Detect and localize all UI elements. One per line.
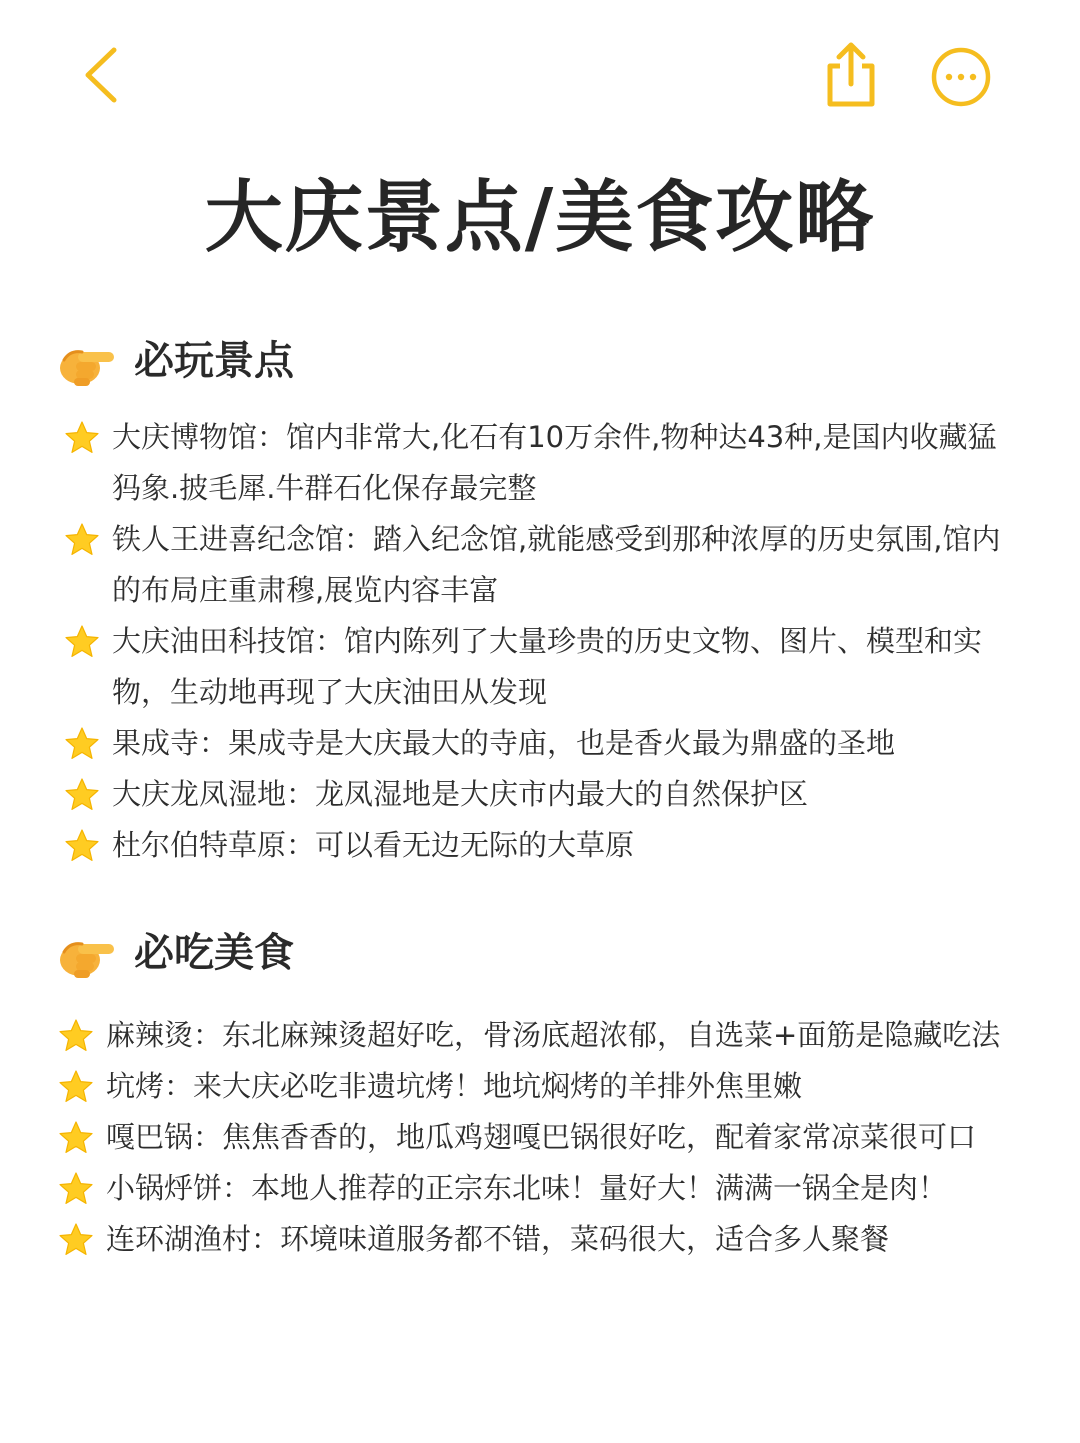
food-list	[54, 1010, 1014, 1265]
item-text: 连环湖渔村：环境味道服务都不错，菜码很大，适合多人聚餐	[106, 1222, 890, 1256]
list-item	[60, 769, 1020, 820]
section-header	[56, 332, 956, 402]
attraction-list	[60, 412, 1020, 871]
item-text: 大庆博物馆：馆内非常大,化石有10万余件,物种达43种,是国内收藏猛犸象.披毛犀.牛群石化保存最完整	[112, 420, 997, 505]
star-icon	[58, 1171, 94, 1207]
star-icon	[58, 1069, 94, 1105]
item-text: 麻辣烫：东北麻辣烫超好吃，骨汤底超浓郁，自选菜+面筋是隐藏吃法	[106, 1018, 1001, 1052]
section-title: 必玩景点	[134, 338, 294, 384]
list-item	[54, 1214, 1014, 1265]
star-icon	[58, 1120, 94, 1156]
star-icon	[64, 522, 100, 558]
item-text: 大庆油田科技馆：馆内陈列了大量珍贵的历史文物、图片、模型和实物，生动地再现了大庆油田从发现	[112, 624, 983, 709]
list-item	[54, 1010, 1014, 1061]
chevron-left-icon[interactable]	[70, 42, 130, 108]
item-text: 铁人王进喜纪念馆：踏入纪念馆,就能感受到那种浓厚的历史氛围,馆内的布局庄重肃穆,展览内容丰富	[112, 522, 1001, 607]
star-icon	[58, 1222, 94, 1258]
item-text: 果成寺：果成寺是大庆最大的寺庙，也是香火最为鼎盛的圣地	[112, 726, 896, 760]
list-item	[60, 820, 1020, 871]
star-icon	[64, 828, 100, 864]
list-item	[60, 616, 1020, 718]
section-title: 必吃美食	[134, 930, 294, 976]
list-item	[60, 514, 1020, 616]
section-header	[56, 924, 956, 994]
star-icon	[64, 777, 100, 813]
item-text: 嘎巴锅：焦焦香香的，地瓜鸡翅嘎巴锅很好吃，配着家常凉菜很可口	[106, 1120, 977, 1154]
item-text: 杜尔伯特草原：可以看无边无际的大草原	[112, 828, 635, 862]
page-title: 大庆景点/美食攻略	[204, 173, 876, 263]
star-icon	[58, 1018, 94, 1054]
pointing-hand-icon	[56, 332, 118, 394]
item-text: 大庆龙凤湿地：龙凤湿地是大庆市内最大的自然保护区	[112, 777, 809, 811]
star-icon	[64, 624, 100, 660]
item-text: 小锅烀饼：本地人推荐的正宗东北味！量好大！满满一锅全是肉！	[106, 1171, 948, 1205]
list-item	[54, 1163, 1014, 1214]
more-icon[interactable]	[930, 46, 992, 108]
list-item	[60, 412, 1020, 514]
item-text: 坑烤：来大庆必吃非遗坑烤！地坑焖烤的羊排外焦里嫩	[106, 1069, 803, 1103]
pointing-hand-icon	[56, 924, 118, 986]
share-icon[interactable]	[818, 40, 884, 110]
list-item	[54, 1112, 1014, 1163]
top-bar	[0, 0, 1080, 150]
list-item	[54, 1061, 1014, 1112]
list-item	[60, 718, 1020, 769]
star-icon	[64, 420, 100, 456]
star-icon	[64, 726, 100, 762]
